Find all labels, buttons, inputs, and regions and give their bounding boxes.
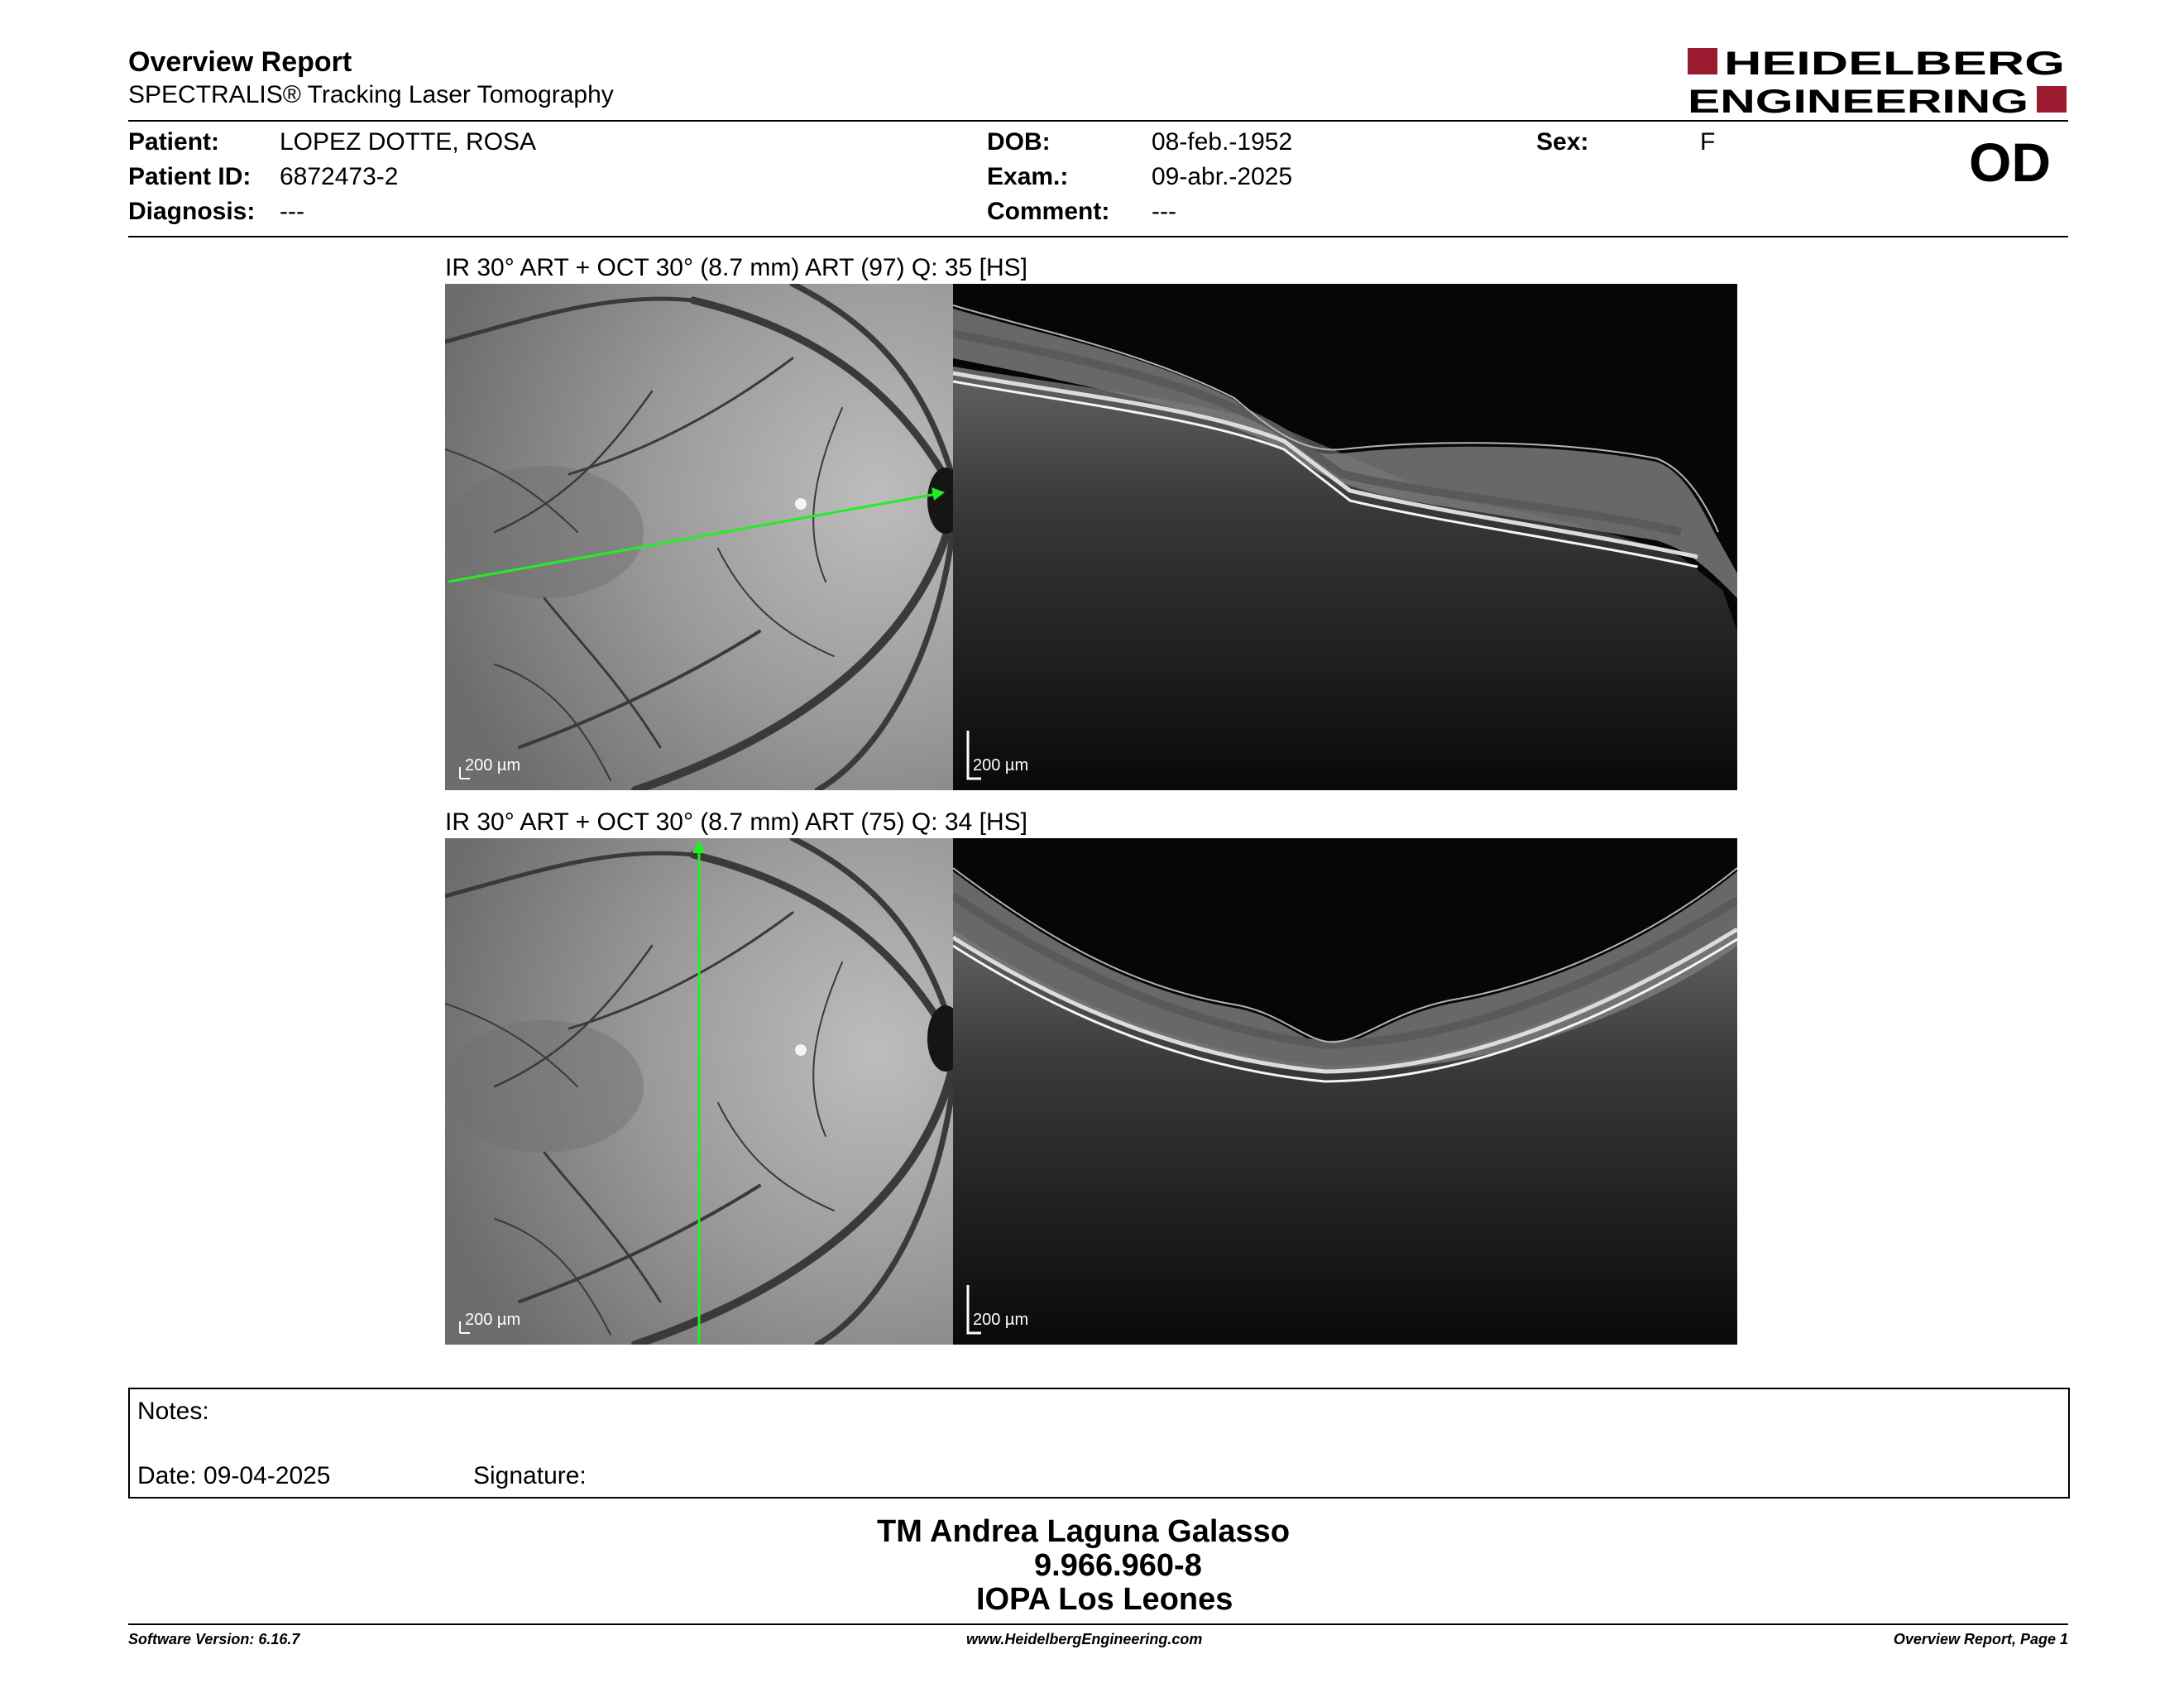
software-version: Software Version: 6.16.7 [128,1631,300,1647]
exam-value: 09-abr.-2025 [1152,163,1293,190]
footer-divider [128,1623,2068,1625]
scan-caption: IR 30° ART + OCT 30° (8.7 mm) ART (97) Q: 35 [HS] [445,254,1027,281]
website-link[interactable]: www.HeidelbergEngineering.com [966,1631,1203,1647]
report-title: Overview Report [128,46,352,78]
heidelberg-logo [1688,46,2068,116]
ir-scale-bar-label: 200 µm [465,1311,521,1329]
sex-label: Sex: [1536,128,1589,156]
logo-square-bottom [2037,86,2067,113]
patient-divider [128,236,2068,237]
stamp-institution: IOPA Los Leones [976,1582,1233,1617]
date-field: Date: 09-04-2025 [137,1462,331,1489]
ir-fundus-image [445,284,953,790]
exam-label: Exam.: [987,163,1069,190]
diagnosis-value: --- [280,198,304,225]
stamp-name: TM Andrea Laguna Galasso [877,1514,1291,1549]
signature-field: Signature: [473,1462,587,1489]
logo-square-top [1688,48,1717,74]
oct-bscan-image [953,284,1737,790]
oct-scale-bar-label: 200 µm [973,756,1029,774]
stamp-id: 9.966.960-8 [1034,1548,1202,1583]
comment-value: --- [1152,198,1176,225]
patient-label: Patient: [128,128,220,156]
eye-indicator: OD [1969,132,2051,193]
oct-bscan-image [953,838,1737,1345]
ir-scale-bar-label: 200 µm [465,756,521,774]
diagnosis-label: Diagnosis: [128,198,256,225]
notes-box [128,1388,2070,1499]
notes-label: Notes: [137,1398,209,1425]
report-subtitle: SPECTRALIS® Tracking Laser Tomography [128,81,614,108]
scan-caption: IR 30° ART + OCT 30° (8.7 mm) ART (75) Q: 34 [HS] [445,808,1027,836]
dob-value: 08-feb.-1952 [1152,128,1293,156]
patient-id-label: Patient ID: [128,163,251,190]
patient-id: 6872473-2 [280,163,399,190]
dob-label: DOB: [987,128,1051,156]
header-divider [128,120,2068,122]
oct-scale-bar-label: 200 µm [973,1311,1029,1329]
logo-text-bottom: ENGINEERING [1688,84,2028,116]
page-number: Overview Report, Page 1 [1893,1631,2068,1647]
sex-value: F [1700,128,1716,156]
comment-label: Comment: [987,198,1110,225]
logo-text-top: HEIDELBERG [1724,46,2065,82]
patient-name: LOPEZ DOTTE, ROSA [280,128,537,156]
ir-fundus-image [445,838,953,1345]
